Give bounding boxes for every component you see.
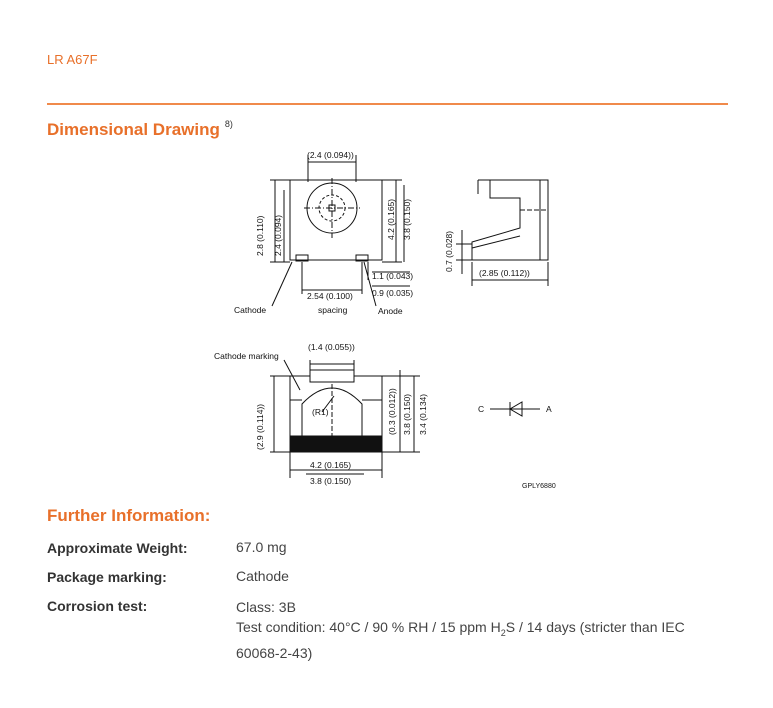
label-anode: Anode: [378, 306, 403, 316]
dim-bottom-width-outer: 4.2 (0.165): [310, 460, 352, 470]
dimensional-drawing: [200, 140, 580, 500]
dim-height-inner: 2.4 (0.094): [273, 214, 283, 256]
header-rule: [47, 103, 728, 105]
dim-height-outer: 2.8 (0.110): [255, 215, 265, 256]
dim-marking-width: (1.4 (0.055)): [308, 342, 355, 352]
diode-symbol: [490, 402, 540, 416]
dim-spacing-word: spacing: [318, 305, 348, 315]
dim-bottom-height: (2.9 (0.114)): [255, 403, 265, 450]
marking-label: Package marking:: [47, 569, 167, 585]
corrosion-condition-standard: 60068-2-43): [236, 644, 313, 661]
marking-value: Cathode: [236, 568, 289, 584]
dim-pad-b: 0.9 (0.035): [372, 288, 414, 298]
weight-value: 67.0 mg: [236, 539, 287, 555]
footnote-ref: 8): [224, 119, 233, 129]
dim-height-right-outer: 4.2 (0.165): [386, 198, 396, 240]
dim-pad-a: 1.1 (0.043): [372, 271, 414, 281]
symbol-a: A: [546, 404, 552, 414]
weight-label: Approximate Weight:: [47, 540, 188, 556]
dimensional-drawing-heading: [47, 120, 233, 140]
dim-height-right-inner: 3.8 (0.150): [402, 198, 412, 240]
dim-bottom-width-inner: 3.8 (0.150): [310, 476, 352, 486]
label-cathode-marking: Cathode marking: [214, 351, 279, 361]
drawing-id: GPLY6880: [522, 483, 556, 490]
label-cathode: Cathode: [234, 305, 267, 315]
dim-bottom-right-inner: 3.4 (0.134): [418, 393, 428, 435]
corrosion-value: [236, 597, 685, 663]
dim-bottom-small: (0.3 (0.012)): [387, 388, 397, 435]
dim-side-height: 0.7 (0.028): [444, 230, 454, 272]
symbol-c: C: [478, 404, 485, 414]
further-information-heading: Further Information:: [47, 506, 211, 525]
dimensional-drawing-title: Dimensional Drawing: [47, 120, 220, 139]
corrosion-class: Class: 3B: [236, 599, 296, 615]
dim-side-length: (2.85 (0.112)): [479, 268, 530, 278]
dim-spacing-value: 2.54 (0.100): [307, 291, 353, 301]
document-code: LR A67F: [47, 52, 98, 67]
corrosion-condition: Test condition: 40°C / 90 % RH / 15 ppm $H_2S / 14$ days (stricter than IEC: [236, 619, 685, 638]
label-radius: (R1): [312, 407, 329, 417]
corrosion-label: Corrosion test:: [47, 598, 148, 614]
dim-bottom-right-outer: 3.8 (0.150): [402, 393, 412, 435]
dim-top-width: (2.4 (0.094)): [307, 150, 354, 160]
